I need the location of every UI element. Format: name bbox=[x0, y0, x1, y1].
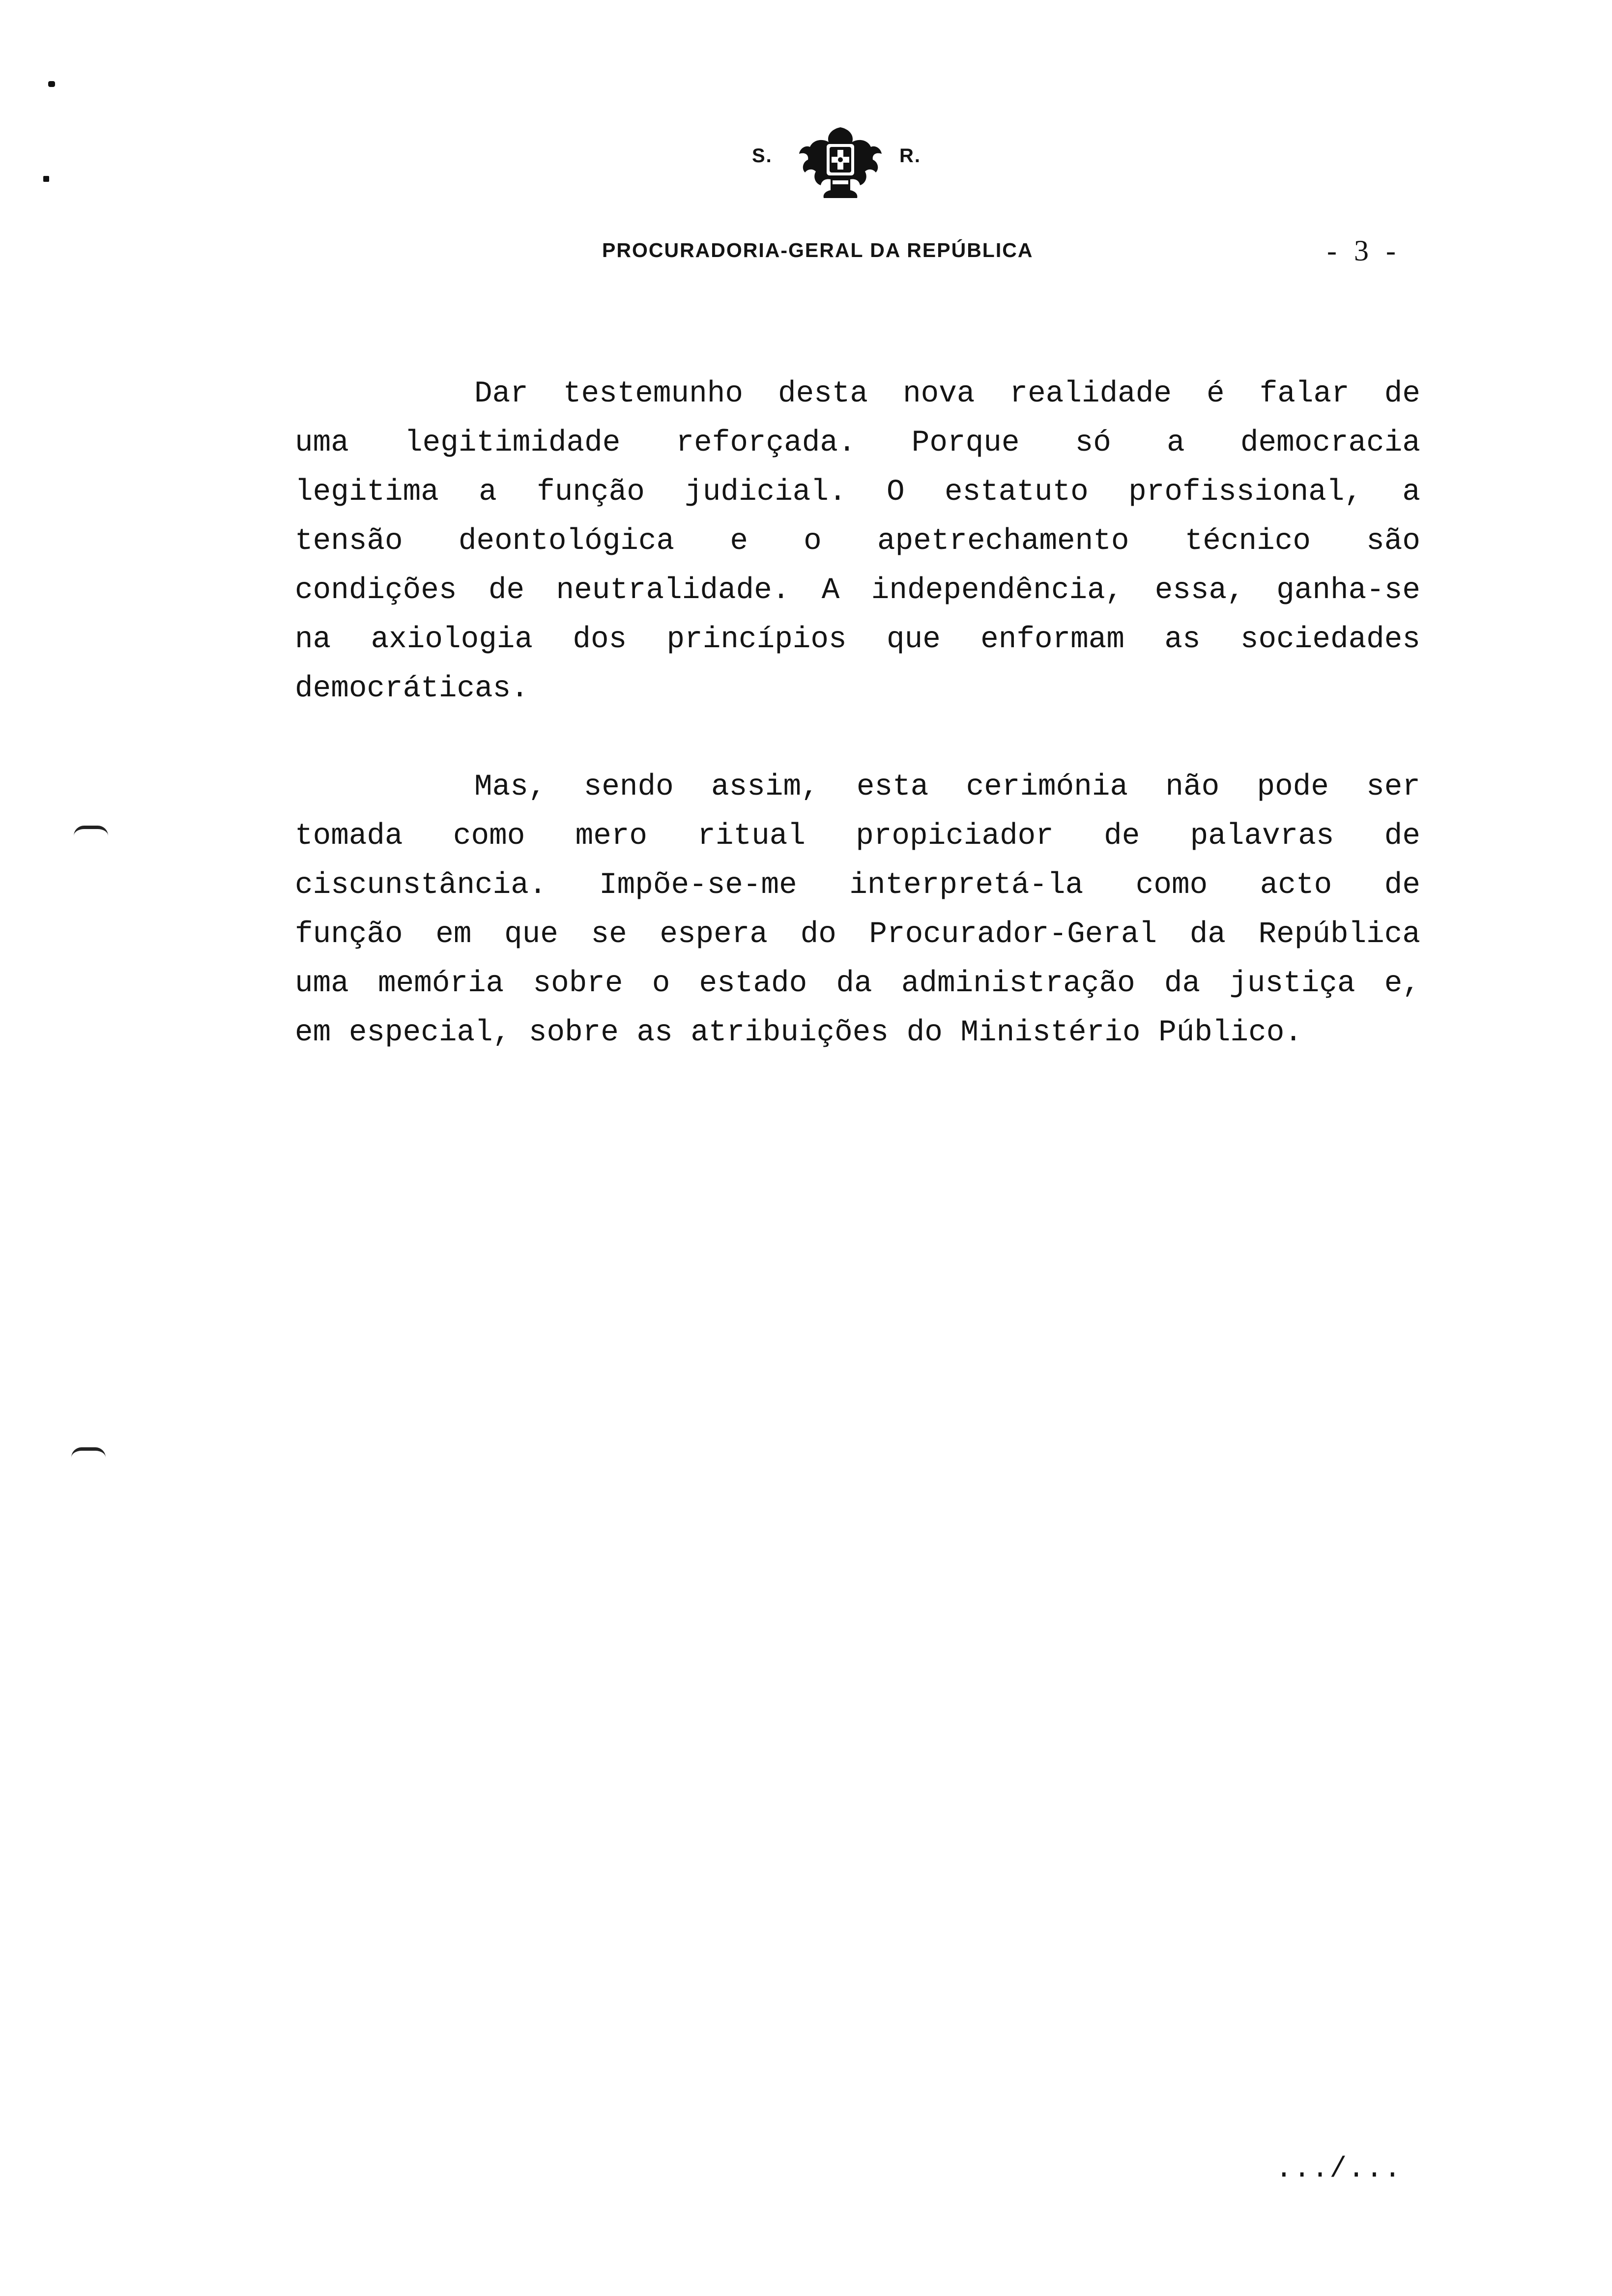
text-line: ciscunstância. Impõe-se-me interpretá-la como acto de bbox=[295, 868, 1420, 902]
letterhead bbox=[732, 125, 939, 204]
scan-mark bbox=[71, 1447, 106, 1458]
continuation-marker: .../... bbox=[1275, 2153, 1402, 2185]
page-number: - 3 - bbox=[1327, 234, 1396, 267]
scan-mark bbox=[43, 176, 49, 182]
text-line: Dar testemunho desta nova realidade é falar de bbox=[474, 377, 1420, 411]
text-line: democráticas. bbox=[295, 672, 529, 706]
text-line: função em que se espera do Procurador-Geral da República bbox=[295, 918, 1420, 951]
letterhead-right-letter: R. bbox=[899, 145, 921, 167]
text-line: legitima a função judicial. O estatuto profissional, a bbox=[295, 475, 1420, 509]
text-line: tensão deontológica e o apetrechamento técnico são bbox=[295, 524, 1420, 558]
text-line: uma legitimidade reforçada. Porque só a democracia bbox=[295, 426, 1420, 460]
scan-mark bbox=[74, 826, 108, 836]
text-line: uma memória sobre o estado da administração da justiça e, bbox=[295, 967, 1420, 1001]
text-line: Mas, sendo assim, esta cerimónia não pode ser bbox=[474, 770, 1420, 804]
paragraph-1 bbox=[295, 370, 1420, 714]
text-line: condições de neutralidade. A independência, essa, ganha-se bbox=[295, 574, 1420, 607]
text-line: em especial, sobre as atribuições do Ministério Público. bbox=[295, 1016, 1302, 1050]
letterhead-left-letter: S. bbox=[752, 145, 773, 167]
text-line: na axiologia dos princípios que enformam as sociedades bbox=[295, 623, 1420, 657]
scan-mark bbox=[48, 81, 55, 87]
paragraph-2 bbox=[295, 763, 1420, 1058]
coat-of-arms-icon bbox=[796, 125, 885, 199]
institution-name: PROCURADORIA-GERAL DA REPÚBLICA bbox=[602, 239, 1034, 261]
text-line: tomada como mero ritual propiciador de palavras de bbox=[295, 819, 1420, 853]
